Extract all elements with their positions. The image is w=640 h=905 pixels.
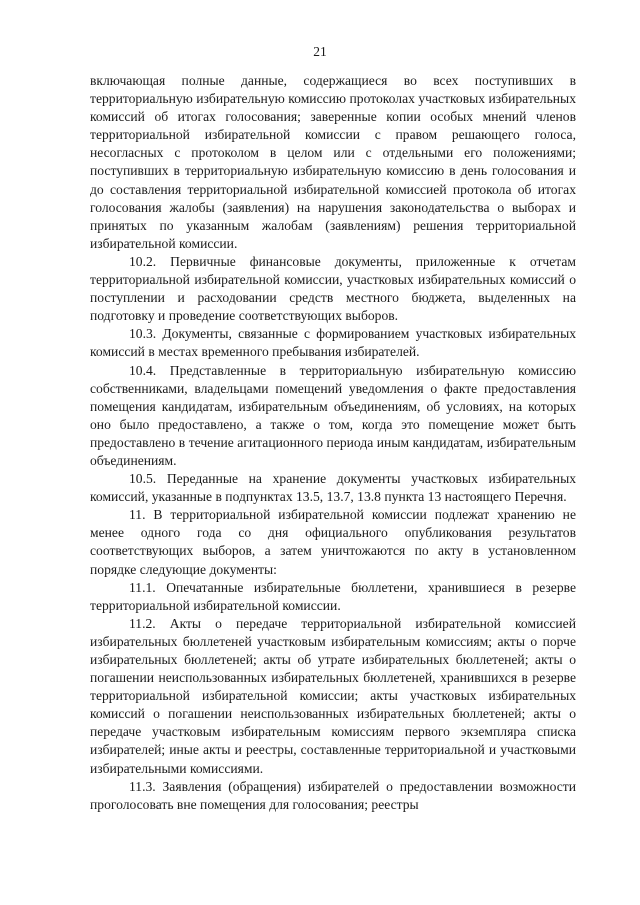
page-number: 21 xyxy=(313,44,327,59)
paragraph-10-4: 10.4. Представленные в территориальную избирательную комиссию собственниками, владельцами помещений уведомления о факте предоставления помещения кандидатам, избирательным объединениям, об условиях, на которых оно было предоставлено, а также о том, когда это помещение может быть предоставлено в течение агитационного периода иным кандидатам, избирательным объединениям. xyxy=(90,362,576,468)
paragraph-11: 11. В территориальной избирательной комиссии подлежат хранению не менее одного года со дня официального опубликования результатов соответствующих выборов, а затем уничтожаются по акту в установленном порядке следующие документы: xyxy=(90,507,576,577)
paragraph-11-2: 11.2. Акты о передаче территориальной избирательной комиссией избирательных бюллетеней участковым избирательным комиссиям; акты о порче избирательных бюллетеней; акты об утрате избирательных бюллетеней; акты о погашении неиспользованных избирательных бюллетеней, хранившихся в резерве территориальной избирательной комиссии; акты участковых избирательных комиссий о погашении неиспользованных избирательных бюллетеней; акты о передаче участковым избирательным комиссиям первого экземпляра списка избирателей; иные акты и реестры, составленные территориальной и участковыми избирательными комиссиями. xyxy=(90,615,576,776)
paragraph-10-2: 10.2. Первичные финансовые документы, приложенные к отчетам территориальной избирательной комиссии, участковых избирательных комиссий о поступлении и расходовании средств местного бюджета, выделенных на подготовку и проведение соответствующих выборов. xyxy=(90,253,576,324)
paragraph-11-3: 11.3. Заявления (обращения) избирателей о предоставлении возможности проголосовать вне помещения для голосования; реестры xyxy=(90,778,576,812)
paragraph-11-1: 11.1. Опечатанные избирательные бюллетени, хранившиеся в резерве территориальной избирательной комиссии. xyxy=(90,579,576,613)
paragraph-continuation: включающая полные данные, содержащиеся во всех поступивших в территориальную избирательную комиссию протоколах участковых избирательных комиссий об итогах голосования; заверенные копии особых мнений членов территориальной избирательной комиссии с правом решающего голоса, несогласных с протоколом в целом или с отдельными его положениями; поступивших в территориальную избирательную комиссию в день голосования и до составления территориальной избирательной комиссией протокола об итогах голосования жалобы (заявления) на нарушения законодательства о выборах и принятых по указанным жалобам (заявлениям) решения территориальной избирательной комиссии. xyxy=(90,73,576,251)
paragraph-10-5: 10.5. Переданные на хранение документы участковых избирательных комиссий, указанные в подпунктах 13.5, 13.7, 13.8 пункта 13 настоящего Перечня. xyxy=(90,471,576,505)
document-body xyxy=(90,72,576,814)
paragraph-10-3: 10.3. Документы, связанные с формированием участковых избирательных комиссий в местах временного пребывания избирателей. xyxy=(90,326,576,360)
